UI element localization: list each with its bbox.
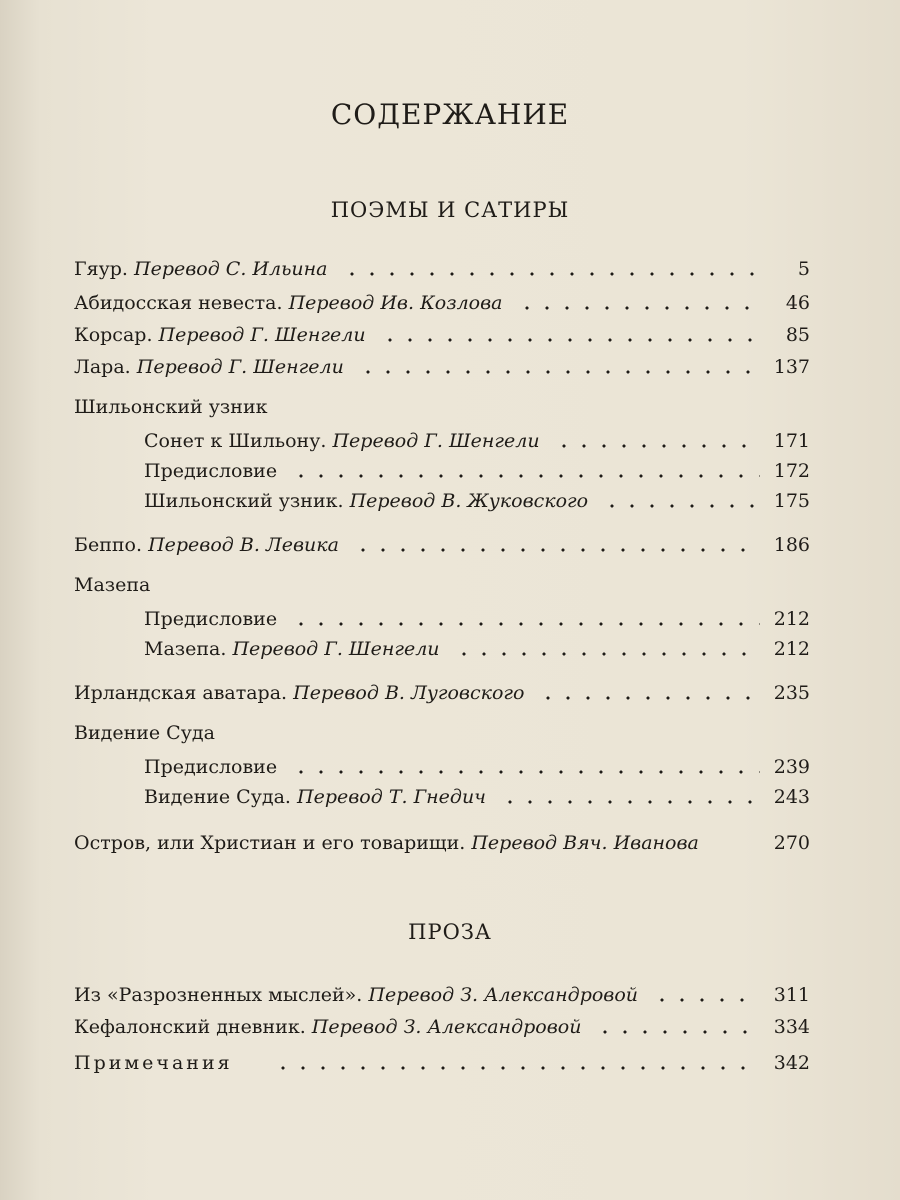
page-number: 334: [773, 1016, 810, 1038]
toc-entry-title: Видение Суда. Перевод Т. Гнедич: [144, 786, 487, 808]
page-title: СОДЕРЖАНИЕ: [330, 98, 570, 131]
dot-leader: [380, 338, 760, 342]
dot-leader: [454, 652, 760, 656]
toc-group-heading-mazeppa: Мазепа: [74, 574, 151, 596]
dot-leader: [602, 504, 760, 508]
dot-leader: [291, 770, 760, 774]
toc-entry-irish-avatar: [74, 676, 810, 706]
section-title-prose: ПРОЗА: [408, 920, 492, 944]
toc-entry-title: Корсар. Перевод Г. Шенгели: [74, 324, 366, 346]
toc-entry-title: Абидосская невеста. Перевод Ив. Козлова: [74, 292, 503, 314]
page-number: 46: [785, 292, 810, 314]
toc-entry-mazeppa-preface: [74, 602, 810, 632]
toc-entry-cephalonia-journal: [74, 1010, 810, 1040]
toc-entry-title: Примечания: [74, 1052, 233, 1074]
dot-leader: [517, 306, 761, 310]
page-number: 85: [785, 324, 810, 346]
dot-leader: [554, 444, 760, 448]
dot-leader: [358, 370, 760, 374]
dot-leader: [500, 800, 760, 804]
toc-entry-vision-judgment: [74, 780, 810, 810]
toc-entry-giaour: [74, 252, 810, 282]
toc-entry-title: Остров, или Христиан и его товарищи. Перевод Вяч. Иванова: [74, 832, 699, 854]
toc-entry-chillon-preface: [74, 454, 810, 484]
page-number: 175: [773, 490, 810, 512]
toc-entry-corsair: [74, 318, 810, 348]
page-number: 212: [773, 608, 810, 630]
toc-entry-chillon-prisoner: [74, 484, 810, 514]
toc-entry-island: [74, 826, 810, 856]
dot-leader: [538, 696, 760, 700]
toc-entry-title: Из «Разрозненных мыслей». Перевод З. Александровой: [74, 984, 639, 1006]
page-number: 171: [773, 430, 810, 452]
toc-entry-title: Шильонский узник. Перевод В. Жуковского: [144, 490, 589, 512]
toc-entry-mazeppa: [74, 632, 810, 662]
page-number: 235: [773, 682, 810, 704]
page-number: 270: [773, 832, 810, 854]
page-number: 186: [773, 534, 810, 556]
dot-leader: [291, 622, 760, 626]
toc-entry-detached-thoughts: [74, 978, 810, 1008]
toc-entry-title: Лара. Перевод Г. Шенгели: [74, 356, 344, 378]
toc-entry-abydos: [74, 286, 810, 316]
page-number: 342: [773, 1052, 810, 1074]
toc-entry-title: Сонет к Шильону. Перевод Г. Шенгели: [144, 430, 540, 452]
page-number: 172: [773, 460, 810, 482]
toc-entry-title: Предисловие: [144, 608, 278, 630]
page-number: 212: [773, 638, 810, 660]
toc-entry-lara: [74, 350, 810, 380]
page-number: 5: [797, 258, 810, 280]
page-number: 137: [773, 356, 810, 378]
toc-entry-title: Ирландская аватара. Перевод В. Луговского: [74, 682, 525, 704]
toc-group-heading-chillon: Шильонский узник: [74, 396, 268, 418]
dot-leader: [705, 846, 764, 850]
dot-leader: [595, 1030, 760, 1034]
toc-entry-notes: [74, 1046, 810, 1076]
toc-entry-beppo: [74, 528, 810, 558]
dot-leader: [342, 272, 760, 276]
page-number: 239: [773, 756, 810, 778]
toc-entry-vision-preface: [74, 750, 810, 780]
dot-leader: [353, 548, 760, 552]
toc-entry-sonnet-chillon: [74, 424, 810, 454]
page-number: 311: [773, 984, 810, 1006]
toc-entry-title: Мазепа. Перевод Г. Шенгели: [144, 638, 440, 660]
dot-leader: [273, 1066, 760, 1070]
toc-entry-title: Гяур. Перевод С. Ильина: [74, 258, 328, 280]
section-title-poems: ПОЭМЫ И САТИРЫ: [330, 198, 570, 222]
toc-entry-title: Беппо. Перевод В. Левика: [74, 534, 339, 556]
toc-entry-title: Предисловие: [144, 756, 278, 778]
toc-group-heading-vision: Видение Суда: [74, 722, 215, 744]
dot-leader: [652, 998, 760, 1002]
dot-leader: [291, 474, 760, 478]
toc-entry-title: Предисловие: [144, 460, 278, 482]
page-number: 243: [773, 786, 810, 808]
toc-entry-title: Кефалонский дневник. Перевод З. Александровой: [74, 1016, 582, 1038]
